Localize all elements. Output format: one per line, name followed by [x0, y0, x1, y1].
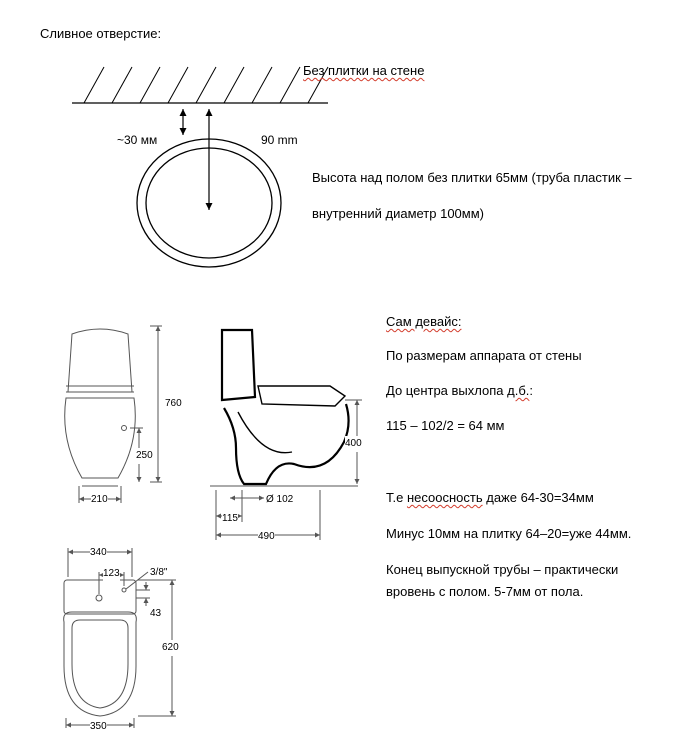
- device-line1: По размерам аппарата от стены: [386, 348, 582, 363]
- device-line4: [386, 490, 594, 506]
- device-line5: Минус 10мм на плитку 64–20=уже 44мм.: [386, 526, 632, 541]
- dim-top-thread: 3/8": [150, 567, 168, 578]
- wall-note-rest: плитки на стене: [324, 63, 425, 78]
- device-line3: 115 – 102/2 = 64 мм: [386, 418, 505, 433]
- device-line2: [386, 383, 533, 399]
- device-title: [386, 314, 462, 330]
- dim-30-label: ~30 мм: [117, 133, 158, 147]
- device-line4-wavy: несоосность: [406, 490, 483, 505]
- device-line2-post: :: [529, 383, 534, 398]
- wall-note: [303, 63, 424, 79]
- device-line2-wavy: д.б.: [507, 383, 530, 398]
- dim-front-outlet: 250: [136, 448, 153, 464]
- wall-hatch: [72, 67, 328, 103]
- dim-front-height: 760: [165, 398, 182, 409]
- dim-top-width: 340: [90, 545, 107, 561]
- dim-side-115: 115: [222, 511, 238, 527]
- dim-top-43: 43: [150, 608, 162, 619]
- dim-top-seat: 350: [90, 719, 107, 735]
- dim-side-diameter: Ø 102: [266, 494, 294, 505]
- height-note-line2: внутренний диаметр 100мм): [312, 206, 484, 221]
- drain-heading: Сливное отверстие:: [40, 26, 162, 41]
- dim-90-label: 90 mm: [261, 133, 298, 147]
- dim-front-width: 210: [91, 492, 108, 508]
- toilet-side-view: [210, 330, 362, 540]
- dim-side-height: 400: [345, 436, 362, 452]
- device-line4-post: даже 64-30=34мм: [482, 490, 594, 505]
- toilet-front-view: [65, 326, 162, 503]
- device-title-text: Сам девайс:: [386, 314, 462, 329]
- device-line2-pre: До центра выхлопа: [386, 383, 508, 398]
- device-line4-pre: Т.е: [386, 490, 407, 505]
- device-line6b: вровень с полом. 5-7мм от пола.: [386, 584, 584, 599]
- dimension-arrows: [183, 109, 209, 210]
- height-note-line1: [312, 170, 632, 186]
- dim-top-length: 620: [162, 640, 179, 656]
- wall-note-pre: Без: [303, 63, 325, 78]
- height-note-line1-text: Высота над полом без плитки 65мм (труба пластик –: [312, 170, 632, 185]
- dim-side-490: 490: [258, 529, 275, 545]
- device-line6a: Конец выпускной трубы – практически: [386, 562, 619, 577]
- dim-top-hole: 123: [103, 566, 120, 582]
